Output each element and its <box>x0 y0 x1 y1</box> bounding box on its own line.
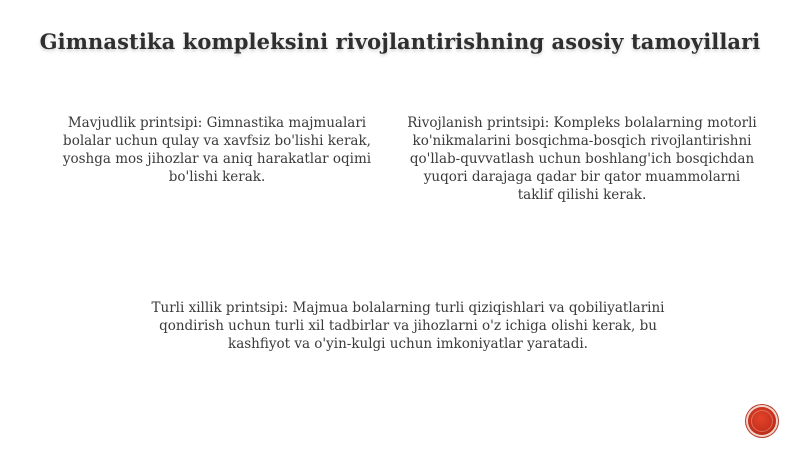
principle-development-text: Rivojlanish printsipi: Kompleks bolalarning motorli ko'nikmalarini bosqichma-bosqich rivojlantirishni qo'llab-quvvatlash uchun boshlang'ich bosqichdan yuqori darajaga qadar bir qator muammolarni taklif qilishi kerak. <box>407 115 757 203</box>
principle-diversity-text: Turli xillik printsipi: Majmua bolalarning turli qiziqishlari va qobiliyatlarini qondirish uchun turli xil tadbirlar va jihozlarni o'z ichiga olishi kerak, bu kashfiyot va o'yin-kulgi uchun imkoniyatlar yaratadi. <box>151 300 665 352</box>
principle-availability-text: Mavjudlik printsipi: Gimnastika majmualari bolalar uchun qulay va xavfsiz bo'lishi kerak, yoshga mos jihozlar va aniq harakatlar oqimi bo'lishi kerak. <box>62 115 372 185</box>
circle-button-ring <box>751 410 773 432</box>
slide-title: Gimnastika kompleksini rivojlantirishning asosiy tamoyillari <box>39 29 761 54</box>
circle-button-icon[interactable] <box>748 407 776 435</box>
